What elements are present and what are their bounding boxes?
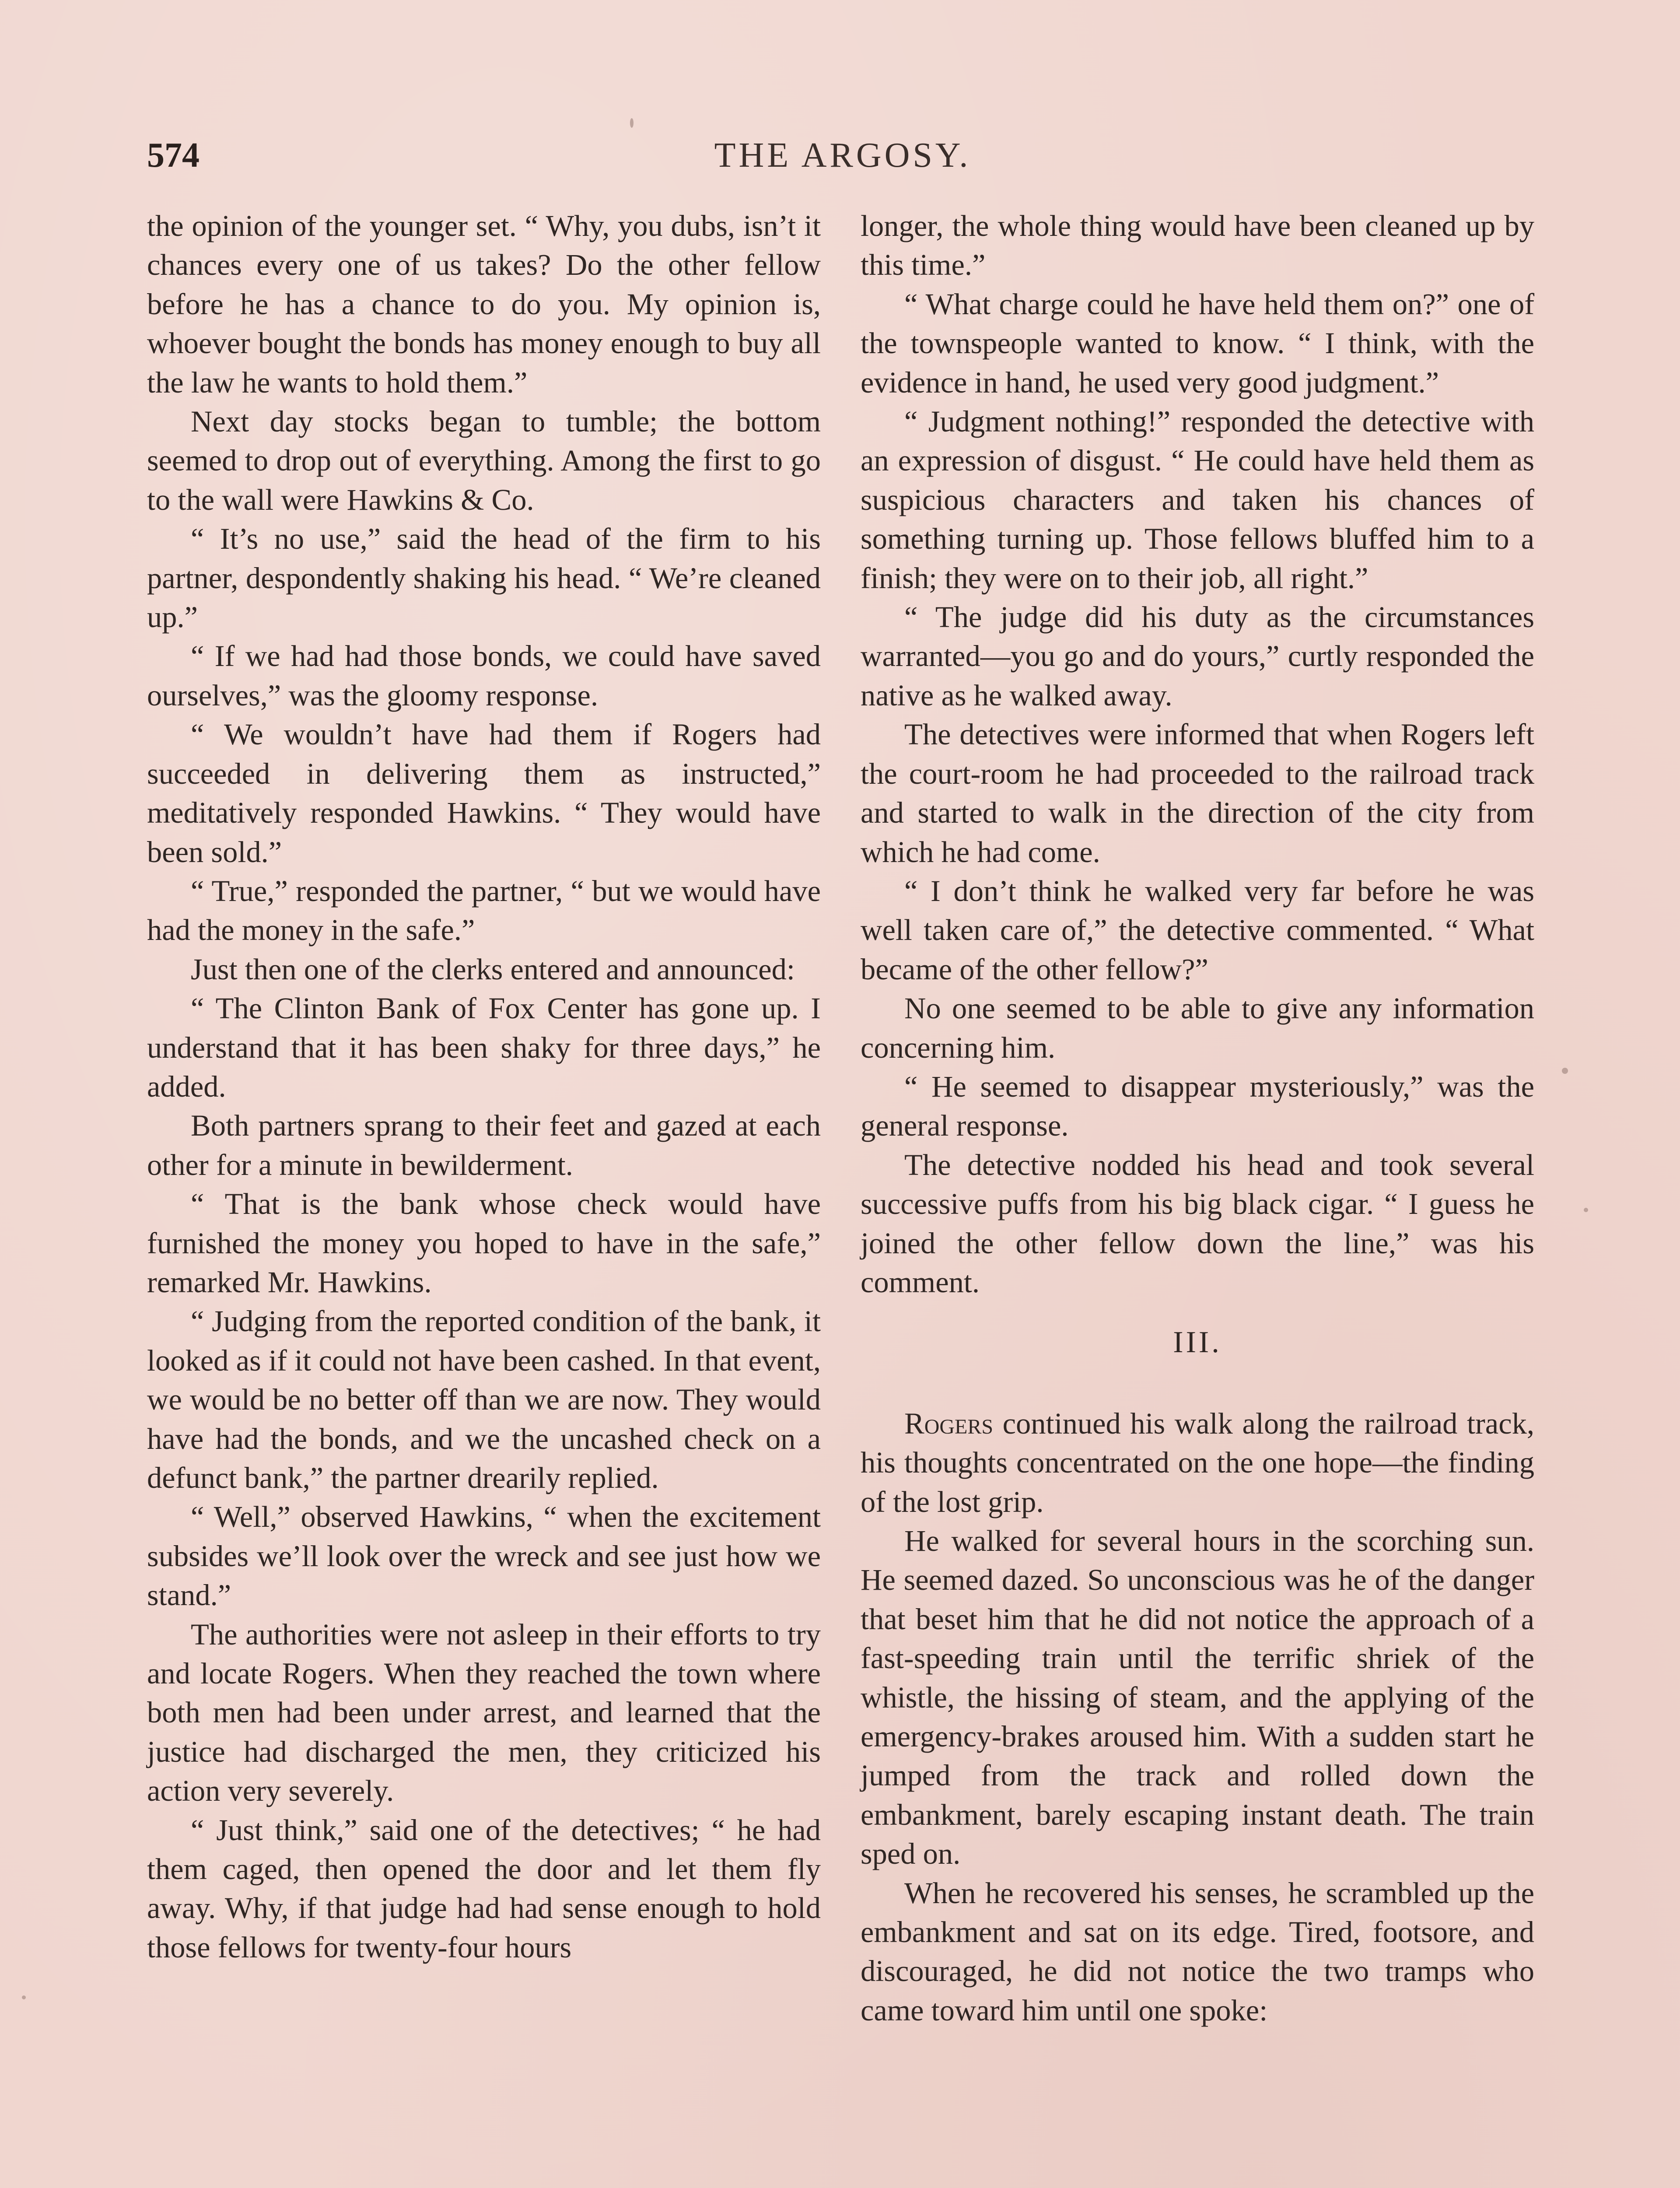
paragraph: “ I don’t think he walked very far before he was well taken care of,” the detective commented. “ What became of the other fellow?” [861,874,1534,986]
running-head: THE ARGOSY. [714,136,971,175]
paper-speck [1584,1208,1588,1212]
section-opening-word: Rogers [904,1406,994,1440]
paragraph: “ Well,” observed Hawkins, “ when the excitement subsides we’ll look over the wreck and see just how we stand.” [147,1500,821,1612]
paragraph: “ The Clinton Bank of Fox Center has gone up. I understand that it has been shaky for three days,” he added. [147,992,821,1103]
paragraph [861,1404,1534,1522]
paragraph: “ That is the bank whose check would have furnished the money you hoped to have in the safe,” remarked Mr. Hawkins. [147,1187,821,1299]
paragraph: “ We wouldn’t have had them if Rogers had succeeded in delivering them as instructed,” meditatively responded Hawkins. “ They would have been sold.” [147,718,821,869]
paragraph: “ Judgment nothing!” responded the detective with an expression of disgust. “ He could have held them as suspicious characters and taken his chances of something turning up. Those fellows bluffed him to a finish; they were on to their job, all right.” [861,405,1534,595]
paragraph: “ He seemed to disappear mysteriously,” was the general response. [861,1069,1534,1143]
paragraph: Next day stocks began to tumble; the bottom seemed to drop out of everything. Among the first to go to the wall were Hawkins & Co. [147,405,821,516]
paragraph: “ The judge did his duty as the circumstances warranted—you go and do yours,” curtly responded the native as he walked away. [861,600,1534,712]
paragraph-text: continued his walk along the railroad track, his thoughts concentrated on the one hope—the finding of the lost grip. [861,1406,1534,1518]
paragraph: The detective nodded his head and took several successive puffs from his big black cigar. “ I guess he joined the other fellow down the line,” was his comment. [861,1148,1534,1299]
paper-speck [1562,1068,1568,1074]
paper-speck [22,1995,26,1999]
paper-speck [630,118,634,128]
paragraph: “ If we had had those bonds, we could have saved ourselves,” was the gloomy response. [147,639,821,712]
paragraph: “ Judging from the reported condition of the bank, it looked as if it could not have been cashed. In that event, we would be no better off than we are now. They would have had the bonds, and we the uncashed check on a defunct bank,” the partner drearily replied. [147,1304,821,1494]
paragraph: The authorities were not asleep in their efforts to try and locate Rogers. When they reached the town where both men had been under arrest, and learned that the justice had discharged the men, they criticized his action very severely. [147,1617,821,1808]
paragraph: Just then one of the clerks entered and announced: [191,952,795,986]
page-number: 574 [147,136,200,175]
paragraph: Both partners sprang to their feet and gazed at each other for a minute in bewilderment. [147,1109,821,1182]
paragraph: No one seemed to be able to give any information concerning him. [861,992,1534,1064]
right-column [861,207,1534,2030]
paragraph: “ What charge could he have held them on?” one of the townspeople wanted to know. “ I think, with the evidence in hand, he used very good judgment.” [861,287,1534,399]
paragraph: The detectives were informed that when Rogers left the court-room he had proceeded to the railroad track and started to walk in the direction of the city from which he had come. [861,718,1534,869]
paragraph: longer, the whole thing would have been cleaned up by this time.” [861,209,1534,282]
page-header [147,131,1538,188]
paragraph: When he recovered his senses, he scrambled up the embankment and sat on its edge. Tired, footsore, and discouraged, he did not notice the two tramps who came toward him until one spoke: [861,1876,1534,2027]
paragraph: “ It’s no use,” said the head of the firm to his partner, despondently shaking his head. “ We’re cleaned up.” [147,522,821,634]
section-heading: III. [1173,1325,1222,1360]
paragraph: “ True,” responded the partner, “ but we would have had the money in the safe.” [147,874,821,947]
paragraph: “ Just think,” said one of the detectives; “ he had them caged, then opened the door and let them fly away. Why, if that judge had had sense enough to hold those fellows for twenty-four hours [147,1813,821,1964]
paragraph: the opinion of the younger set. “ Why, you dubs, isn’t it chances every one of us takes? Do the other fellow before he has a chance to do you. My opinion is, whoever bought the bonds has money enough to buy all the law he wants to hold them.” [147,209,821,399]
paragraph: He walked for several hours in the scorching sun. He seemed dazed. So unconscious was he of the danger that beset him that he did not notice the approach of a fast-speeding train until the terrific shriek of the whistle, the hissing of steam, and the applying of the emergency-brakes aroused him. With a sudden start he jumped from the track and rolled down the embankment, barely escaping instant death. The train sped on. [861,1524,1534,1871]
left-column [147,207,821,1967]
